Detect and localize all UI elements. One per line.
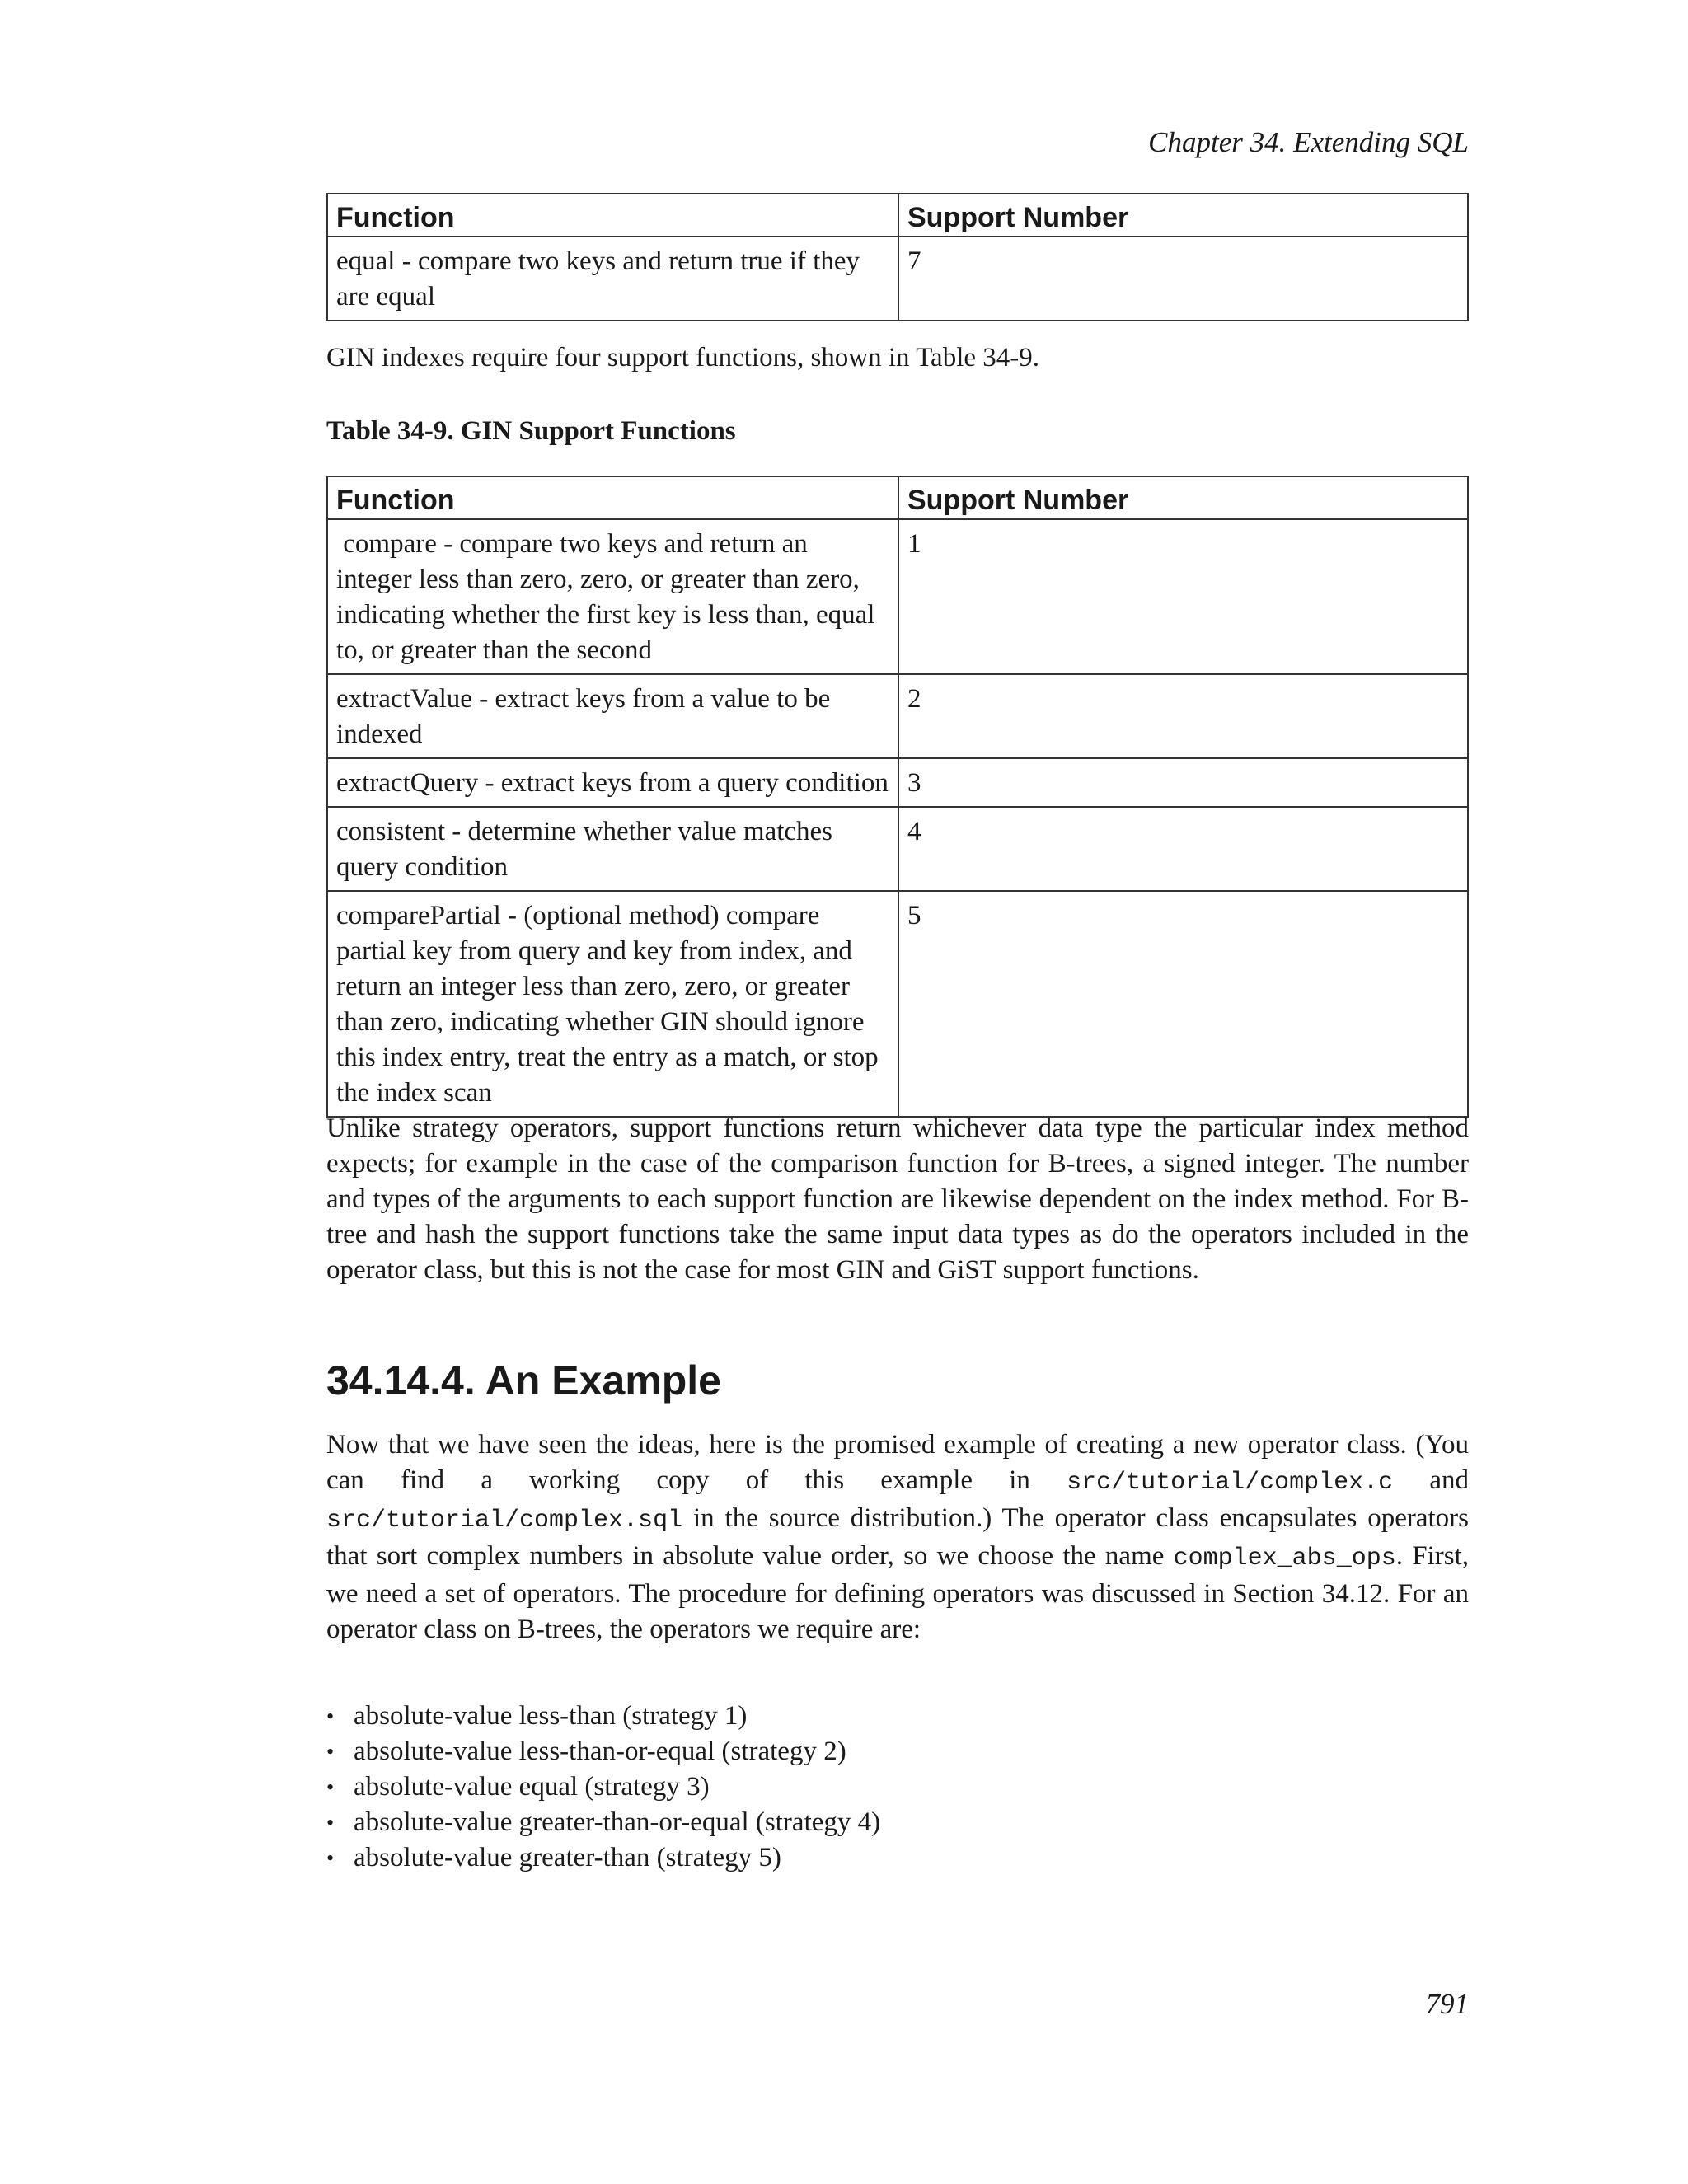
column-header-support-number: Support Number <box>898 476 1468 519</box>
support-number-cell: 4 <box>898 807 1468 891</box>
bullet-icon: • <box>326 1846 335 1870</box>
function-cell: comparePartial - (optional method) compare partial key from query and key from index, and return an integer less than zero, zero, or greater than zero, indicating whether GIN should ignore this index entry, treat the entry as a match, or stop the index scan <box>327 891 898 1117</box>
support-functions-table-continued <box>326 193 1469 321</box>
table-row <box>327 674 1468 758</box>
column-header-function: Function <box>327 194 898 237</box>
example-paragraph <box>326 1427 1469 1647</box>
file-path-complex-sql: src/tutorial/complex.sql <box>326 1507 683 1535</box>
list-item-text: absolute-value equal (strategy 3) <box>354 1772 710 1802</box>
table-row <box>327 237 1468 321</box>
support-number-cell: 3 <box>898 758 1468 807</box>
function-cell: extractQuery - extract keys from a query condition <box>327 758 898 807</box>
section-heading: 34.14.4. An Example <box>326 1357 721 1404</box>
table-header-row <box>327 194 1468 237</box>
table-row <box>327 758 1468 807</box>
list-item-text: absolute-value greater-than-or-equal (strategy 4) <box>354 1807 881 1837</box>
list-item <box>326 1699 880 1734</box>
support-number-cell: 7 <box>898 237 1468 321</box>
bullet-icon: • <box>326 1811 335 1835</box>
example-text-4: . First, we need a set of operators. The procedure for defining operators was discussed in Section 34.12. For an operator class on B-trees, the operators we require are: <box>326 1541 1469 1644</box>
table-header-row <box>327 476 1468 519</box>
table-row <box>327 519 1468 674</box>
page-number: 791 <box>1425 1988 1469 2020</box>
list-item-text: absolute-value greater-than (strategy 5) <box>354 1843 781 1872</box>
list-item <box>326 1840 880 1876</box>
operator-class-name: complex_abs_ops <box>1173 1544 1396 1572</box>
table-row <box>327 891 1468 1117</box>
example-text-3: in the source distribution.) The operator class encapsulates operators that sort complex numbers in absolute value order, so we choose the name <box>326 1503 1469 1571</box>
file-path-complex-c: src/tutorial/complex.c <box>1067 1469 1394 1497</box>
column-header-support-number: Support Number <box>898 194 1468 237</box>
support-number-cell: 5 <box>898 891 1468 1117</box>
function-cell: extractValue - extract keys from a value to be indexed <box>327 674 898 758</box>
running-head: Chapter 34. Extending SQL <box>1148 126 1469 158</box>
list-item <box>326 1734 880 1769</box>
list-item <box>326 1805 880 1840</box>
list-item-text: absolute-value less-than (strategy 1) <box>354 1701 748 1731</box>
bullet-icon: • <box>326 1775 335 1799</box>
example-text-2: and <box>1393 1465 1469 1495</box>
table-caption: Table 34-9. GIN Support Functions <box>326 416 736 446</box>
support-number-cell: 2 <box>898 674 1468 758</box>
column-header-function: Function <box>327 476 898 519</box>
function-cell: consistent - determine whether value matches query condition <box>327 807 898 891</box>
bullet-icon: • <box>326 1740 335 1764</box>
example-text-1: Now that we have seen the ideas, here is the promised example of creating a new operator class. (You can find a working copy of this example in <box>326 1430 1469 1495</box>
bullet-icon: • <box>326 1704 335 1728</box>
function-cell: equal - compare two keys and return true if they are equal <box>327 237 898 321</box>
function-cell: compare - compare two keys and return an integer less than zero, zero, or greater than zero, indicating whether the first key is less than, equal to, or greater than the second <box>327 519 898 674</box>
list-item-text: absolute-value less-than-or-equal (strategy 2) <box>354 1736 846 1766</box>
list-item <box>326 1769 880 1805</box>
support-number-cell: 1 <box>898 519 1468 674</box>
support-functions-paragraph: Unlike strategy operators, support functions return whichever data type the particular index method expects; for example in the case of the comparison function for B-trees, a signed integer. The number and types of the arguments to each support function are likewise dependent on the index method. For B-tree and hash the support functions take the same input data types as do the operators included in the operator class, but this is not the case for most GIN and GiST support functions. <box>326 1113 1469 1285</box>
gin-support-functions-table <box>326 476 1469 1118</box>
operator-list <box>326 1699 880 1876</box>
table-row <box>327 807 1468 891</box>
intro-paragraph: GIN indexes require four support functions, shown in Table 34-9. <box>326 343 1039 373</box>
